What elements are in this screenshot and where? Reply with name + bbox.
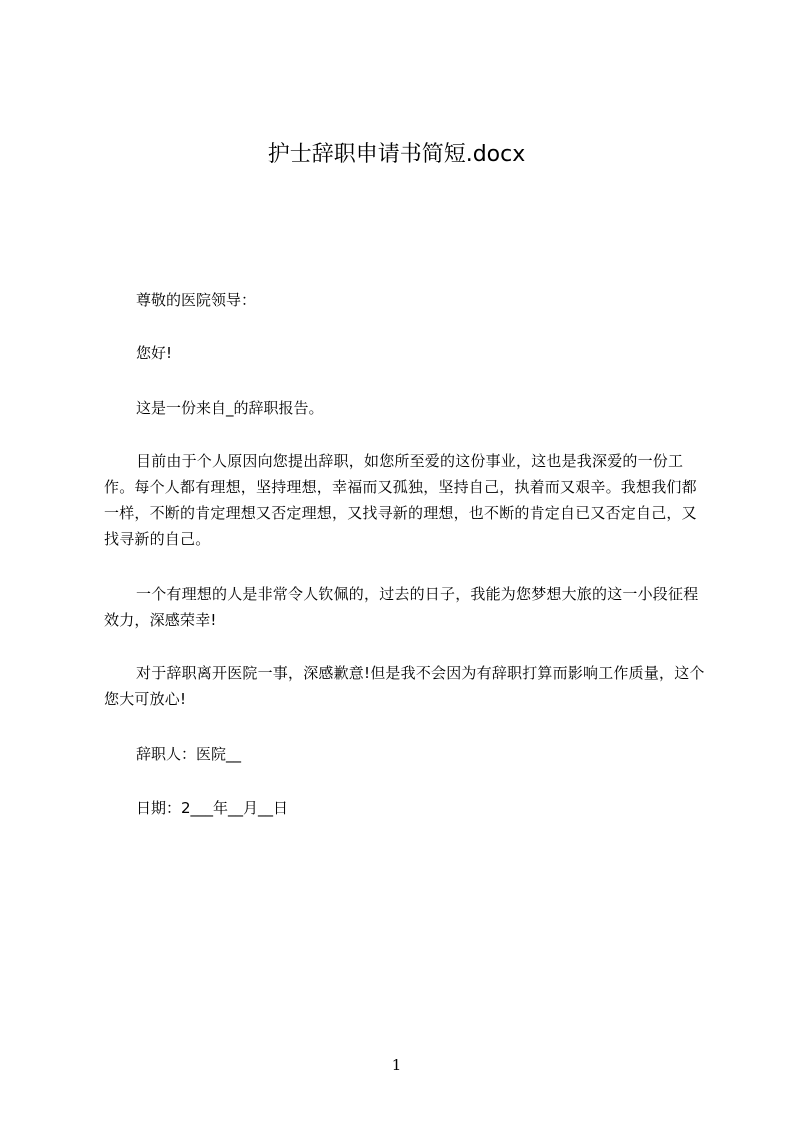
document-title: 护士辞职申请书简短.docx — [267, 142, 526, 167]
body-paragraph-1: 目前由于个人原因向您提出辞职，如您所至爱的这份事业，这也是我深爱的一份工作。每个人都有理想，坚持理想，幸福而又孤独，坚持自己，执着而又艰辛。我想我们都一样，不断的肯定理想又否定理想，又找寻新的理想，也不断的肯定自已又否定自己，又找寻新的自己。 — [104, 452, 697, 548]
greeting: 您好! — [136, 344, 173, 362]
body-paragraph-3: 对于辞职离开医院一事，深感歉意!但是我不会因为有辞职打算而影响工作质量，这个您大可放心! — [104, 664, 705, 708]
body-paragraph-2: 一个有理想的人是非常令人钦佩的，过去的日子，我能为您梦想大旅的这一小段征程效力，深感荣幸! — [104, 585, 699, 629]
page-number: 1 — [391, 1056, 402, 1074]
signature-line: 辞职人：医院__ — [136, 745, 242, 763]
intro-line: 这是一份来自_的辞职报告。 — [136, 399, 324, 417]
salutation: 尊敬的医院领导： — [136, 291, 257, 309]
date-line: 日期：2___年__月__日 — [136, 799, 289, 817]
